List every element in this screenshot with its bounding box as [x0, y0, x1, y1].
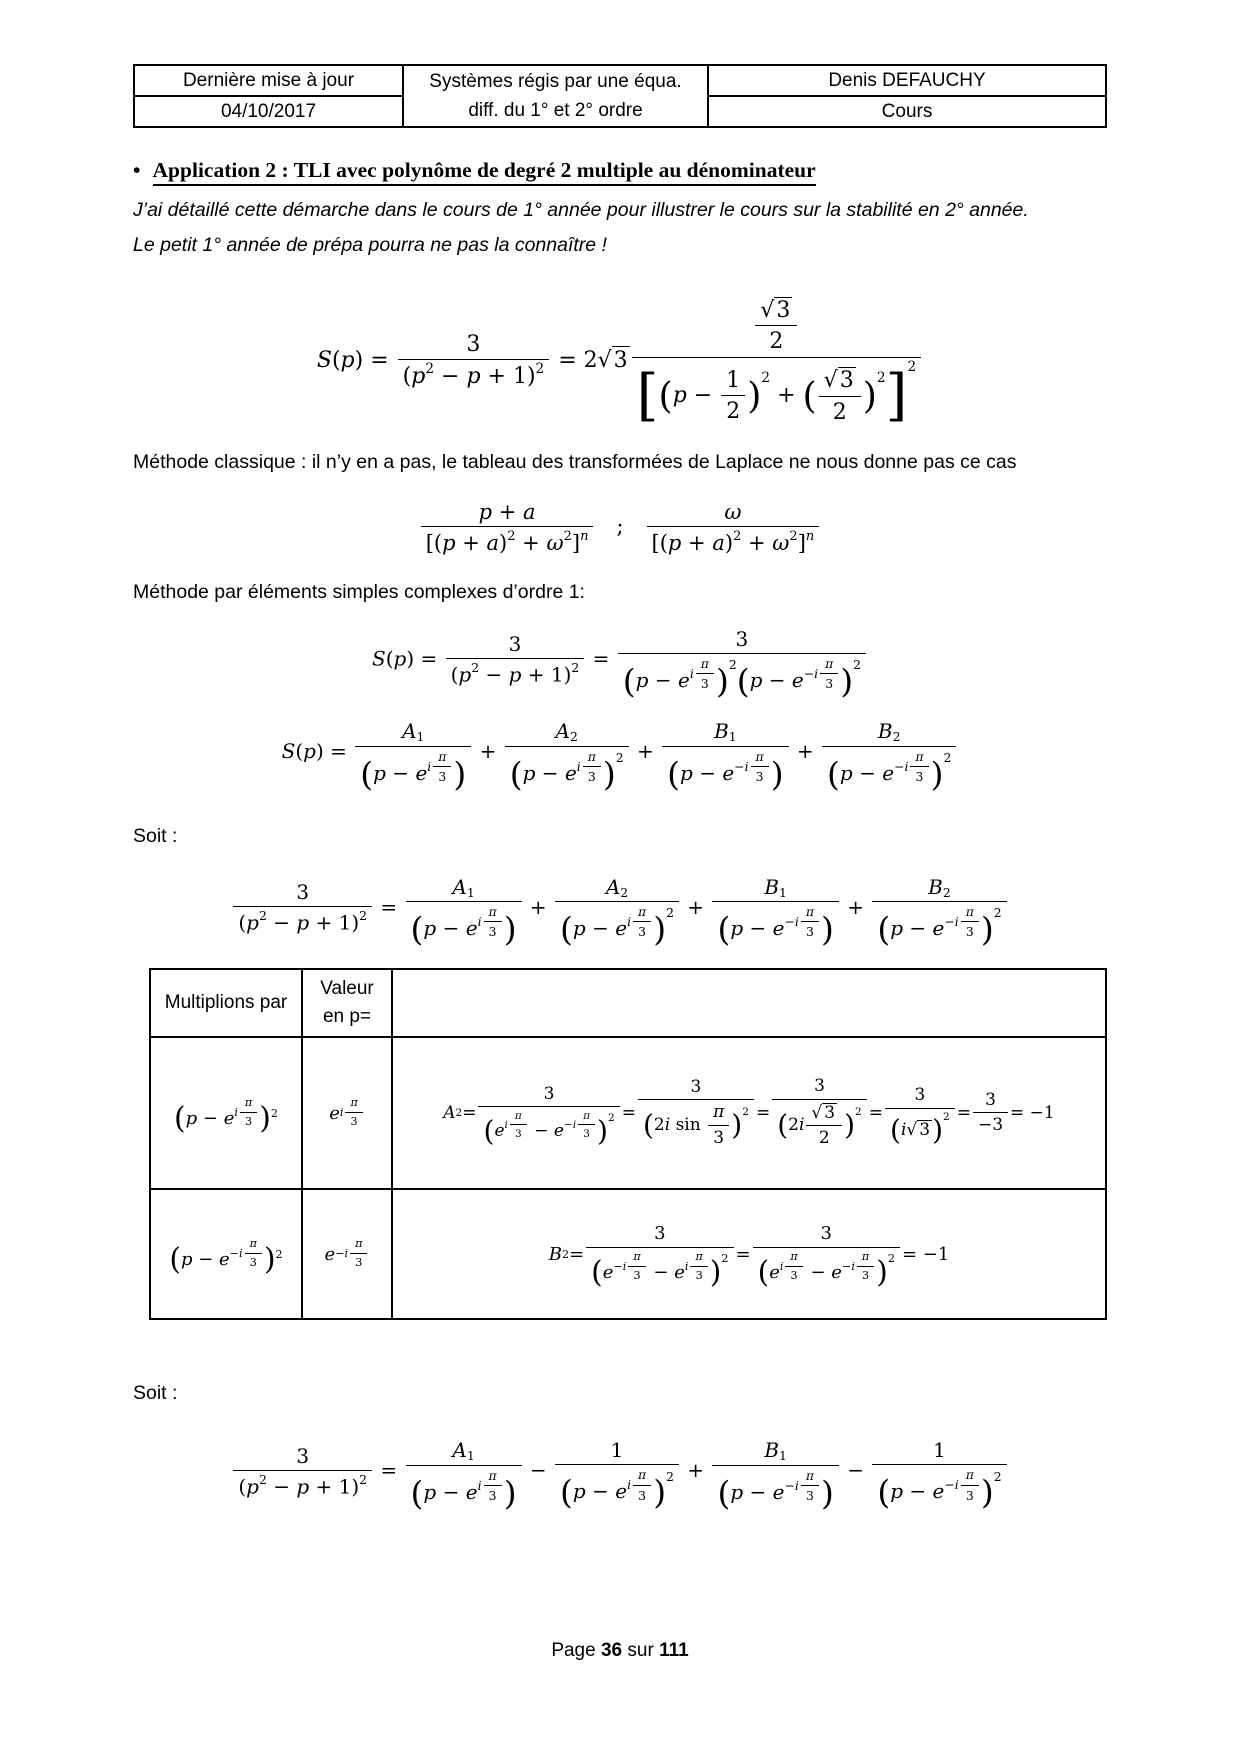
- formula-sp-initial: S(p) = $\frac{3}{(p2 - p + 1)2}$ = 2√3 $\frac{√3}{2}$ [(p − $\frac{1}{2}$ )2 + ( $\frac{√3}{2}$ )2]2: [133, 297, 1107, 425]
- table-header-multiplier: Multiplions par: [164, 991, 288, 1013]
- table-row2-calculation: B 2 = 3 (e−i $\frac{\pi}{3}$ − ei $\frac{\pi}{3}$ )2 = 3 (ei $\frac{\pi}{3}$ − e−i $\frac{\pi}{3}$ )2 = −1: [391, 1188, 1105, 1318]
- formula-sp-decomposition: S(p) = A1 (p − ei $\frac{\pi}{3}$ ) + A2 (p − ei $\frac{\pi}{3}$ )2 + B1 (p − e−i $\frac{\pi}{3}$ ) + B2 (p − e−i $\frac{\pi}{3}$ )2: [133, 720, 1107, 785]
- formula-laplace-forms: $\frac{p + a}{[(p + a)2 + \omega 2]n}$ ; $\frac{\omega}{[(p + a)2 + \omega 2]n}$: [133, 500, 1107, 555]
- calculation-table: [149, 968, 1107, 1320]
- intro-line2: Le petit 1° année de prépa pourra ne pas la connaître !: [133, 234, 607, 257]
- paragraph-soit-2: Soit :: [133, 1382, 178, 1405]
- paragraph-soit-1: Soit :: [133, 824, 178, 847]
- paragraph-methode-classique: Méthode classique : il n’y en a pas, le tableau des transformées de Laplace ne nous donne pas ce cas: [133, 450, 1017, 473]
- footer-page-number: 36: [600, 1640, 623, 1661]
- footer-middle: sur: [622, 1640, 660, 1661]
- paragraph-methode-elements: Méthode par éléments simples complexes d’ordre 1:: [133, 580, 585, 603]
- header-updated-label: Dernière mise à jour: [182, 69, 355, 91]
- table-row1-multiplier: (p − ei $\frac{\pi}{3}$ ) 2: [151, 1036, 301, 1188]
- table-header-value: Valeur en p=: [301, 970, 391, 1036]
- header-author: Denis DEFAUCHY: [828, 69, 986, 91]
- formula-decomposition-equality: $\frac{3}{(p2 - p + 1)2}$ = A1 (p − ei $\frac{\pi}{3}$ ) + A2 (p − ei $\frac{\pi}{3}$ )2 + B1 (p − e−i $\frac{\pi}{3}$ ) + B2 (p − e−i $\frac{\pi}{3}$ )2: [133, 876, 1107, 941]
- intro-paragraph: [133, 193, 1107, 263]
- table-row1-value: e i $\frac{\pi}{3}$: [301, 1036, 391, 1188]
- section-title-text: Application 2 : TLI avec polynôme de degré 2 multiple au dénominateur: [153, 158, 816, 186]
- header-doc-type: Cours: [709, 95, 1105, 126]
- header-col-updated: [135, 66, 402, 126]
- header-col-course: [402, 66, 707, 126]
- footer-prefix: Page: [551, 1640, 601, 1661]
- footer-total-pages: 111: [659, 1640, 689, 1661]
- formula-sp-factored: S(p) = $\frac{3}{(p2 - p + 1)2}$ = 3 (p − ei $\frac{\pi}{3}$ )2(p − e−i $\frac{\pi}{3}$ )2: [133, 628, 1107, 692]
- page-footer: [0, 1640, 1240, 1662]
- table-row2-multiplier: (p − e−i $\frac{\pi}{3}$ ) 2: [151, 1188, 301, 1318]
- intro-line1: J’ai détaillé cette démarche dans le cours de 1° année pour illustrer le cours sur la stabilité en 2° année.: [133, 199, 1029, 221]
- header-course-line2: diff. du 1° et 2° ordre: [468, 99, 643, 121]
- header-table: [133, 64, 1107, 128]
- section-title: [133, 158, 1107, 183]
- formula-final-result: $\frac{3}{(p2 - p + 1)2}$ = A1 (p − ei $\frac{\pi}{3}$ ) − 1 (p − ei $\frac{\pi}{3}$ )2 + B1 (p − e−i $\frac{\pi}{3}$ ) − 1 (p − e−i $\frac{\pi}{3}$ )2: [133, 1439, 1107, 1504]
- header-col-author: [707, 66, 1105, 126]
- title-bullet: •: [133, 158, 141, 182]
- table-row2-value: e −i $\frac{\pi}{3}$: [301, 1188, 391, 1318]
- table-header-empty: [391, 970, 1105, 1036]
- header-updated-date: 04/10/2017: [135, 95, 402, 126]
- table-row1-calculation: A 2 = 3 (ei $\frac{\pi}{3}$ − e−i $\frac{\pi}{3}$ )2 = 3 (2i sin $\frac{\pi}{3}$ )2 = 3 (2i $\frac{√ 3}{2}$ )2 = $\frac{3}{(i√ 3)2}$ = $\frac{3}{-3}$ = −1: [391, 1036, 1105, 1188]
- header-course-line1: Systèmes régis par une équa.: [429, 70, 682, 92]
